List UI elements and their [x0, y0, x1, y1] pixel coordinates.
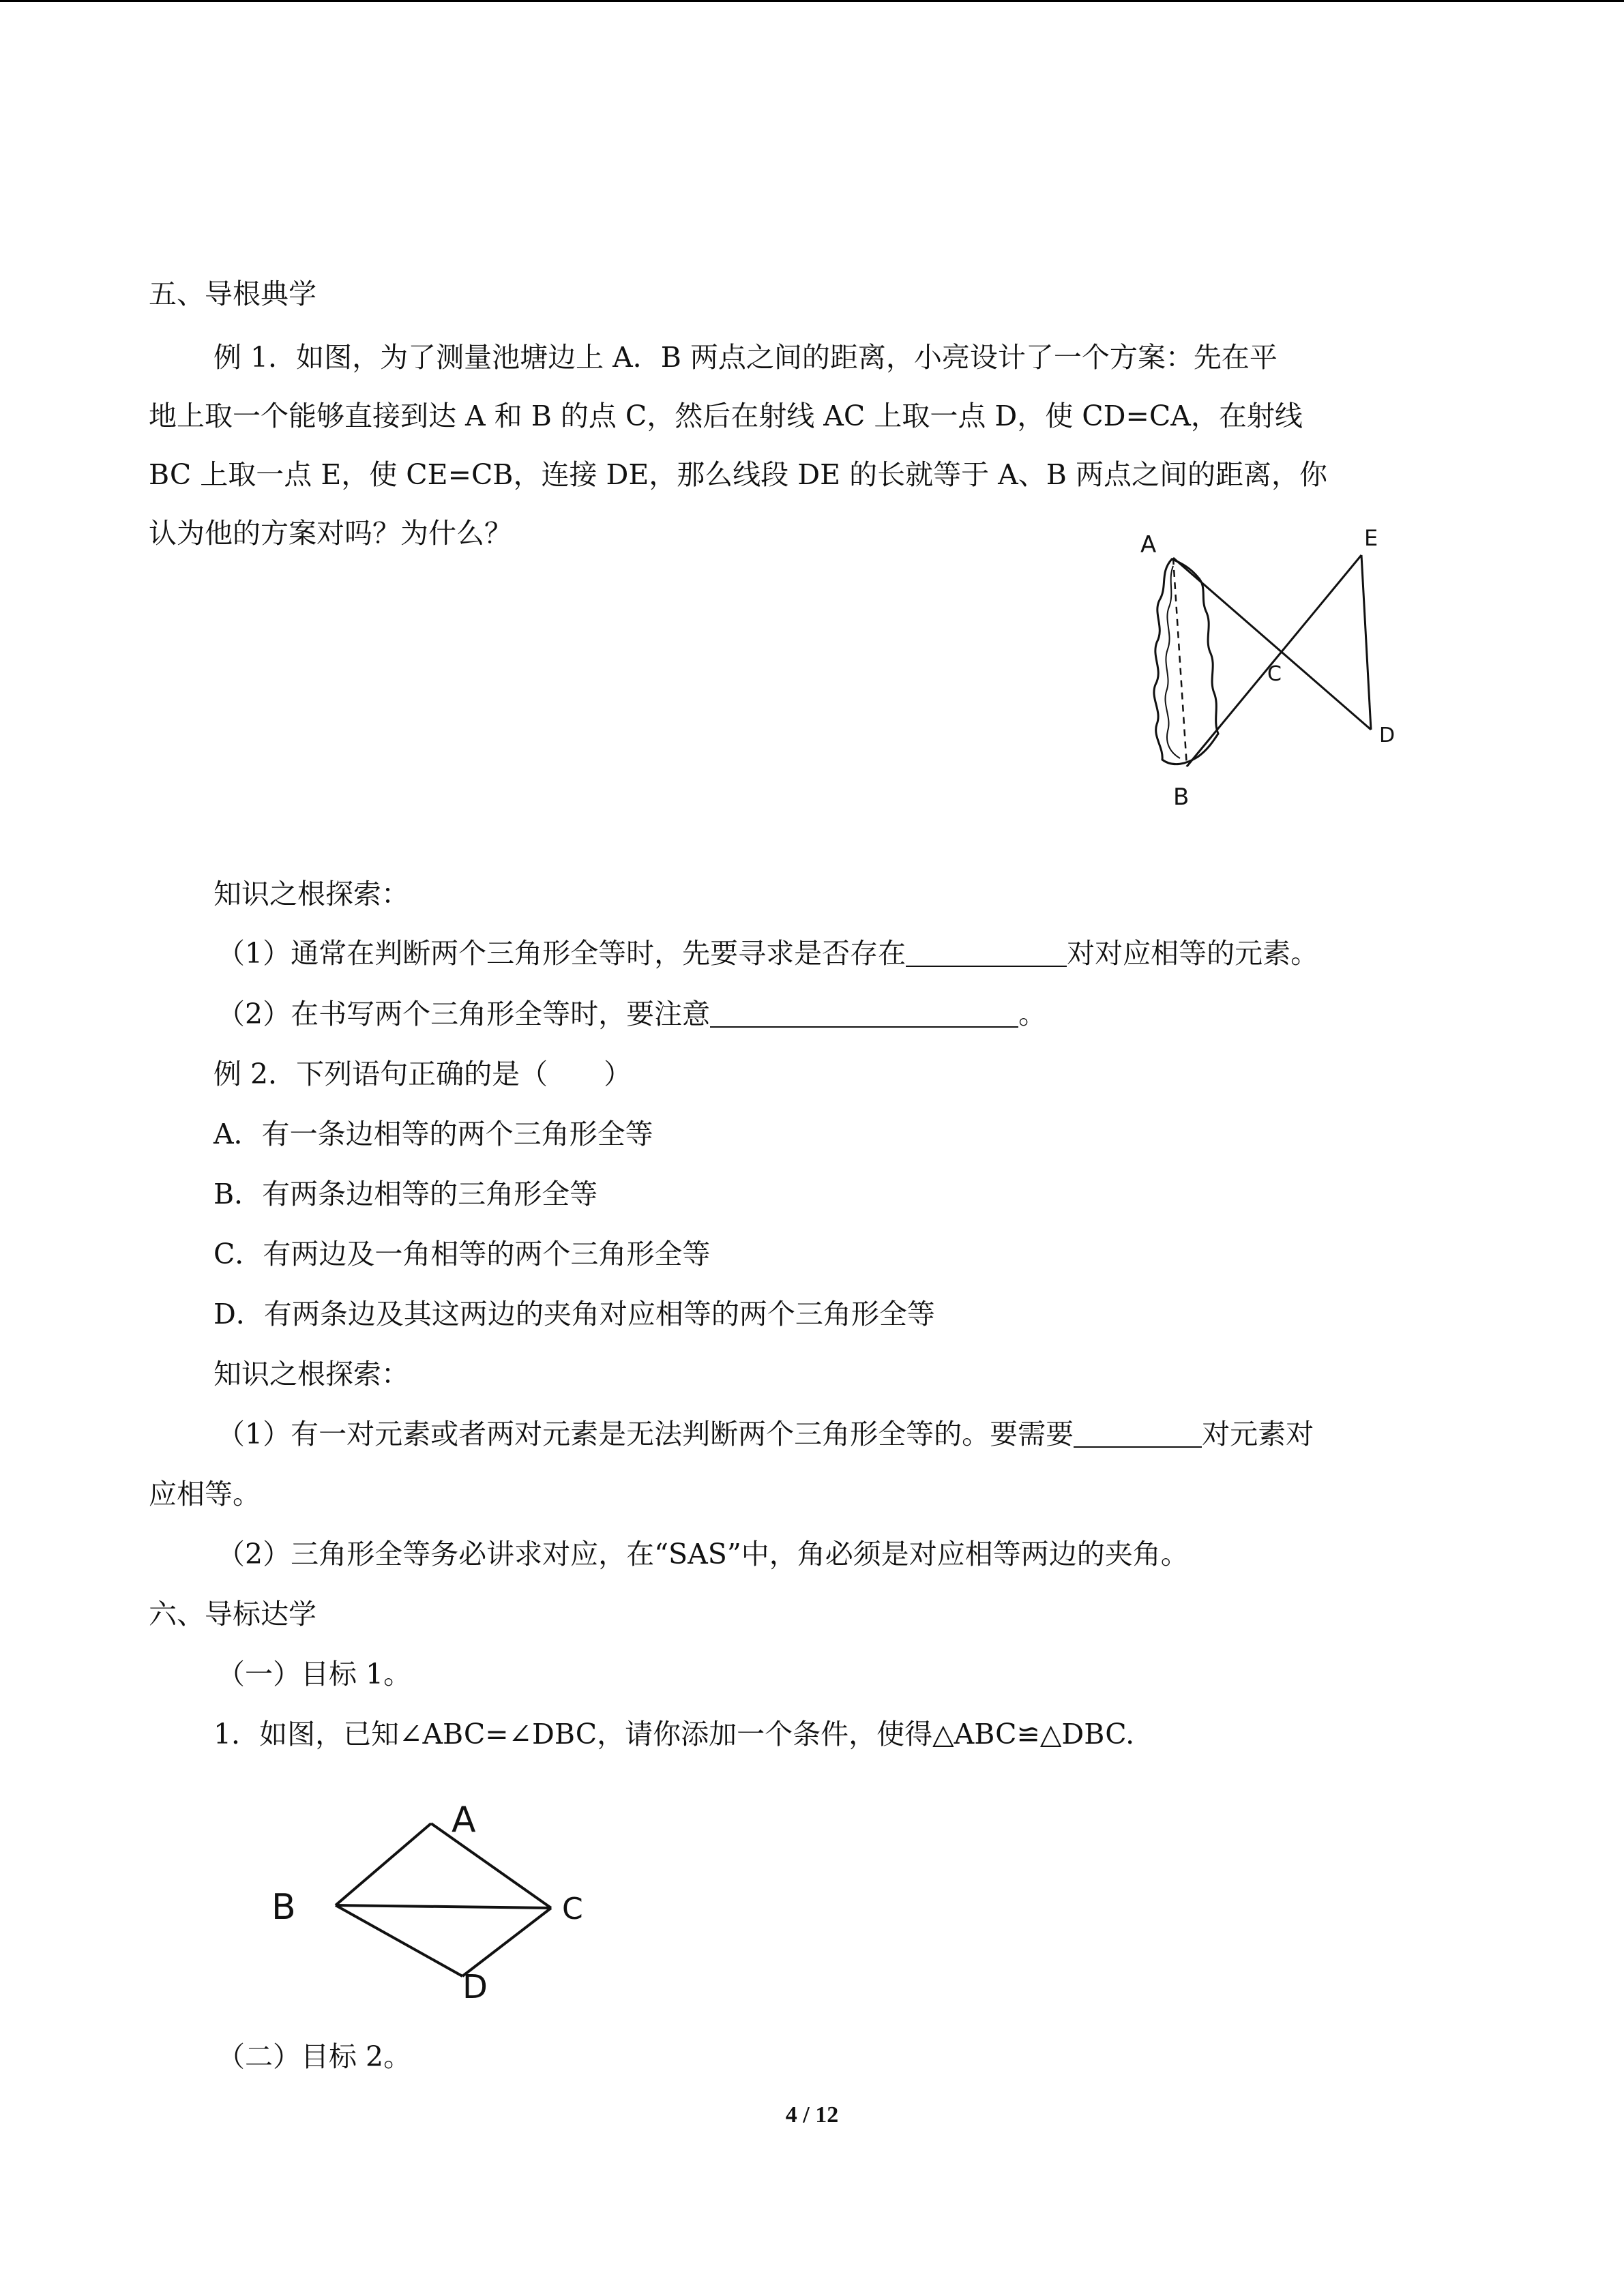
quadrilateral-figure — [259, 1800, 614, 2005]
example1-line1: 例 1．如图，为了测量池塘边上 A．B 两点之间的距离，小亮设计了一个方案：先在平 — [213, 341, 1278, 374]
pond-shape — [1154, 559, 1218, 764]
segment-ac — [431, 1823, 551, 1908]
goal-1: （一）目标 1。 — [217, 1658, 412, 1690]
segment-ad — [1173, 558, 1371, 730]
example1-line4: 认为他的方案对吗？为什么？ — [149, 517, 512, 550]
explore1-item2: （2）在书写两个三角形全等时，要注意 。 — [217, 998, 1047, 1030]
explore2-item2: （2）三角形全等务必讲求对应，在“SAS”中，角必须是对应相等两边的夹角。 — [217, 1538, 1189, 1570]
explore1-item1: （1）通常在判断两个三角形全等时，先要寻求是否存在 对对应相等的元素。 — [217, 937, 1319, 970]
label-b: B — [271, 1887, 296, 1928]
label-c: C — [562, 1892, 583, 1926]
label-b: B — [1173, 784, 1190, 811]
top-border — [0, 0, 1624, 2]
label-c: C — [1267, 662, 1282, 686]
label-a: A — [452, 1800, 476, 1840]
label-a: A — [1140, 531, 1157, 558]
option-a: A．有一条边相等的两个三角形全等 — [213, 1118, 653, 1150]
option-b: B．有两条边相等的三角形全等 — [213, 1178, 598, 1210]
segment-ab-dashed — [1173, 558, 1187, 766]
goal-2: （二）目标 2。 — [217, 2040, 412, 2073]
explore2-item1-cont: 应相等。 — [149, 1478, 261, 1510]
pond-figure — [1132, 525, 1419, 811]
example1-line2: 地上取一个能够直接到达 A 和 B 的点 C，然后在射线 AC 上取一点 D，使 CD=CA，在射线 — [149, 400, 1303, 432]
explore1-heading: 知识之根探索： — [213, 878, 409, 910]
explore2-heading: 知识之根探索： — [213, 1358, 409, 1390]
option-c: C．有两边及一角相等的两个三角形全等 — [213, 1238, 711, 1270]
segment-bd — [336, 1905, 462, 1976]
page-number: 4 / 12 — [785, 2102, 839, 2128]
section-title-6: 六、导标达学 — [149, 1598, 316, 1630]
example2-question: 例 2．下列语句正确的是（ ） — [213, 1058, 632, 1090]
explore2-item1: （1）有一对元素或者两对元素是无法判断两个三角形全等的。要需要 对元素对 — [217, 1418, 1314, 1450]
example1-line3: BC 上取一点 E，使 CE=CB，连接 DE，那么线段 DE 的长就等于 A、B 两点之间的距离，你 — [149, 458, 1327, 491]
option-d: D．有两条边及其这两边的夹角对应相等的两个三角形全等 — [213, 1298, 935, 1330]
question-1: 1．如图，已知∠ABC=∠DBC，请你添加一个条件，使得△ABC≌△DBC. — [213, 1718, 1135, 1750]
segment-dc — [462, 1908, 551, 1976]
fill-blank-2[interactable] — [710, 999, 1018, 1028]
fill-blank-1[interactable] — [906, 938, 1067, 967]
fill-blank-3[interactable] — [1074, 1419, 1202, 1448]
segment-bc — [336, 1905, 551, 1908]
label-d: D — [462, 1968, 488, 2005]
segment-ed — [1361, 555, 1371, 730]
segment-ba — [336, 1823, 431, 1905]
label-e: E — [1364, 525, 1378, 551]
label-d: D — [1379, 724, 1396, 747]
section-title-5: 五、导根典学 — [149, 278, 316, 310]
